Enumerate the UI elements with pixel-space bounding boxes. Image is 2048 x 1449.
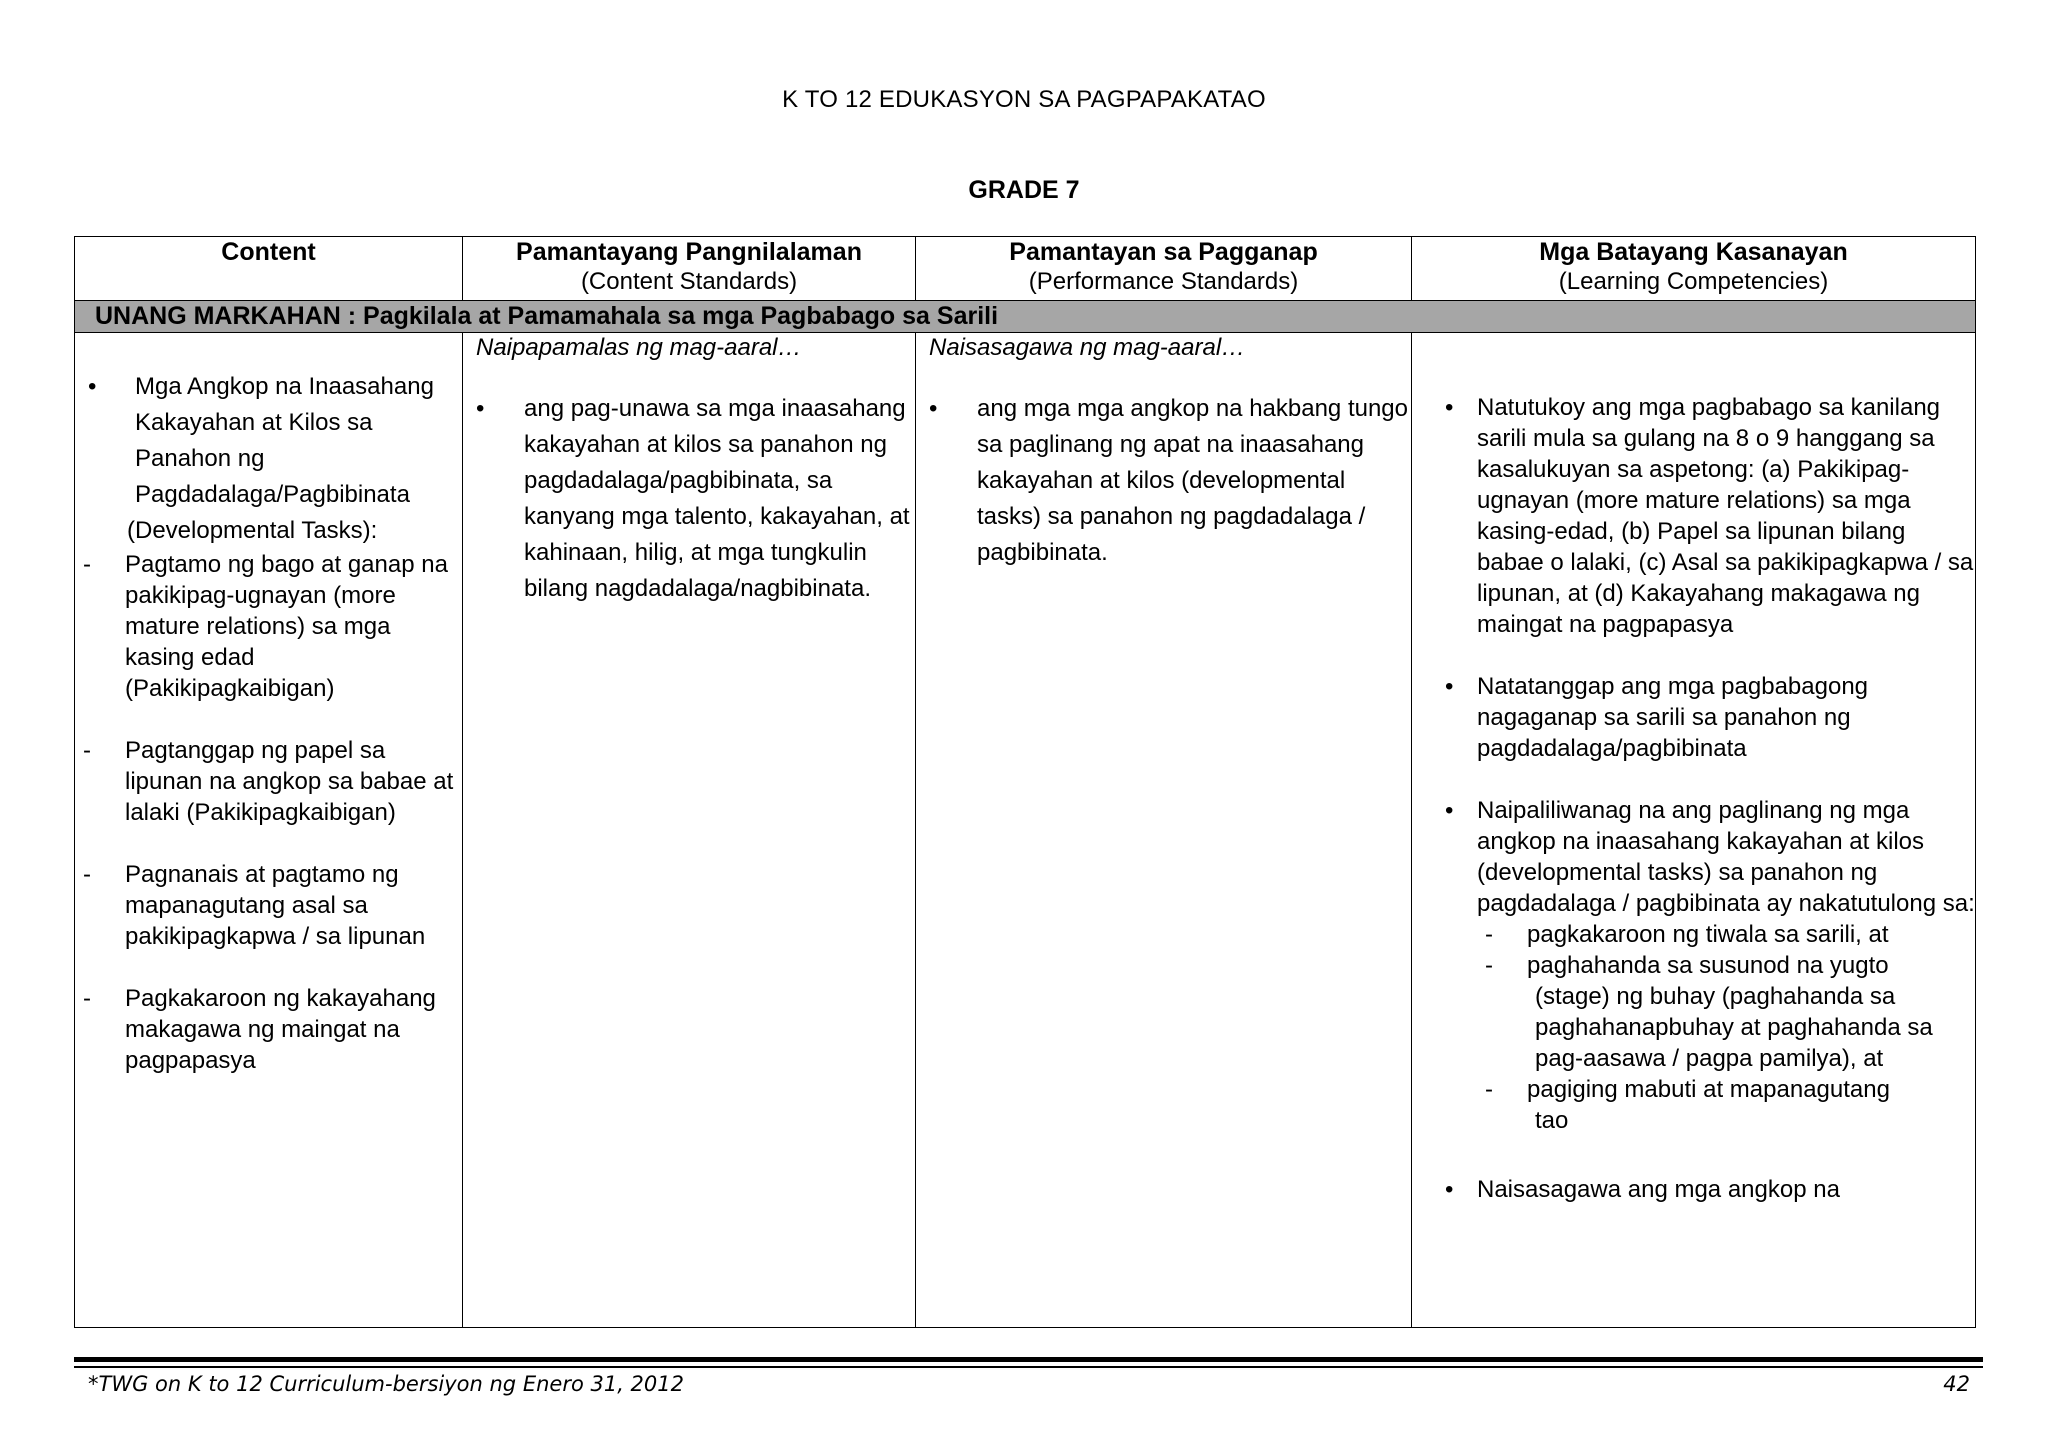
- table-header-row: [75, 237, 1976, 301]
- column-title: Pamantayan sa Pagganap: [1009, 238, 1318, 266]
- column-subtitle: (Performance Standards): [1028, 268, 1299, 295]
- grade-title: GRADE 7: [968, 176, 1080, 204]
- performance-standards-cell: [916, 333, 1412, 1328]
- list-item: [1477, 1074, 1975, 1136]
- list-item: - Pagkakaroon ng kakayahang makagawa ng maingat na pagpapasya: [75, 983, 462, 1076]
- subitem-continuation: tao: [1535, 1107, 1569, 1134]
- table-body-row: [75, 333, 1976, 1328]
- learning-competencies-cell: [1412, 333, 1976, 1328]
- list-item: [1477, 950, 1975, 1074]
- competency-subitems: [1477, 919, 1975, 1136]
- list-item: [1477, 919, 1975, 950]
- competency-item: • Natutukoy ang mga pagbabago sa kanilang sarili mula sa gulang na 8 o 9 hanggang sa kasalukuyan sa aspetong: (a) Pakikipag-ugnayan (more mature relations) sa mga kasing-edad, (b) Papel sa lipunan bilang babae o lalaki, (c) Asal sa pakikipagkapwa / sa lipunan, at (d) Kakayahang makagawa ng maingat na pagpapasya: [1412, 392, 1975, 640]
- content-subitems: [75, 549, 462, 1076]
- competency-lead: Naipaliliwanag na ang paglinang ng mga angkop na inaasahang kakayahan at kilos (developmental tasks) sa panahon ng pagdadalaga / pagbibinata ay nakatutulong sa:: [1477, 797, 1975, 917]
- column-header-content: [75, 237, 463, 301]
- column-header-performance-standards: [916, 237, 1412, 301]
- performance-standards-item: • ang mga mga angkop na hakbang tungo sa paglinang ng apat na inaasahang kakayahan at kilos (developmental tasks) sa panahon ng pagdadalaga / pagbibinata.: [916, 391, 1411, 571]
- quarter-row: [75, 301, 1976, 333]
- document-header: K TO 12 EDUKASYON SA PAGPAPAKATAO: [782, 86, 1266, 113]
- subitem-text: pagkakaroon ng tiwala sa sarili, at: [1527, 921, 1889, 948]
- column-subtitle: (Content Standards): [580, 268, 798, 295]
- content-lead-item: [75, 369, 462, 549]
- footer-rule-thick: [74, 1357, 1983, 1362]
- competency-item: [1412, 795, 1975, 1136]
- competency-item: • Natatanggap ang mga pagbabagong nagaganap sa sarili sa panahon ng pagdadalaga/pagbibinata: [1412, 671, 1975, 764]
- curriculum-table: [74, 236, 1976, 1328]
- subitem-continuation: (stage) ng buhay (paghahanda sa paghahanapbuhay at paghahanda sa pag-aasawa / pagpa pamilya), at: [1535, 983, 1933, 1072]
- performance-standards-intro: Naisasagawa ng mag-aaral…: [929, 334, 1246, 361]
- page-number: 42: [1943, 1372, 1970, 1396]
- content-standards-intro: Naipapamalas ng mag-aaral…: [476, 334, 802, 361]
- content-cell: [75, 333, 463, 1328]
- content-standards-item: • ang pag-unawa sa mga inaasahang kakayahan at kilos sa panahon ng pagdadalaga/pagbibinata, sa kanyang mga talento, kakayahan, at kahinaan, hilig, at mga tungkulin bilang nagdadalaga/nagbibinata.: [463, 391, 915, 607]
- column-title: Pamantayang Pangnilalaman: [516, 238, 862, 266]
- list-item: - Pagtamo ng bago at ganap na pakikipag-ugnayan (more mature relations) sa mga kasing edad (Pakikipagkaibigan): [75, 549, 462, 704]
- quarter-title: UNANG MARKAHAN : Pagkilala at Pamamahala sa mga Pagbabago sa Sarili: [75, 301, 1976, 333]
- column-title: Mga Batayang Kasanayan: [1539, 238, 1848, 266]
- footer-note: *TWG on K to 12 Curriculum-bersiyon ng Enero 31, 2012: [88, 1372, 684, 1396]
- content-standards-cell: [463, 333, 916, 1328]
- list-item: - Pagnanais at pagtamo ng mapanagutang asal sa pakikipagkapwa / sa lipunan: [75, 859, 462, 952]
- column-header-content-standards: [463, 237, 916, 301]
- content-lead-paren: (Developmental Tasks):: [127, 517, 378, 544]
- subitem-text: paghahanda sa susunod na yugto: [1527, 952, 1889, 979]
- competency-item: • Naisasagawa ang mga angkop na: [1412, 1174, 1975, 1205]
- column-subtitle: (Learning Competencies): [1558, 268, 1829, 295]
- column-title: Content: [221, 238, 316, 266]
- subitem-text: pagiging mabuti at mapanagutang: [1527, 1076, 1890, 1103]
- list-item: - Pagtanggap ng papel sa lipunan na angkop sa babae at lalaki (Pakikipagkaibigan): [75, 735, 462, 828]
- footer-rule-thin: [74, 1366, 1983, 1368]
- content-lead-text: • Mga Angkop na Inaasahang Kakayahan at Kilos sa Panahon ng Pagdadalaga/Pagbibinata: [135, 373, 434, 508]
- column-header-learning-competencies: [1412, 237, 1976, 301]
